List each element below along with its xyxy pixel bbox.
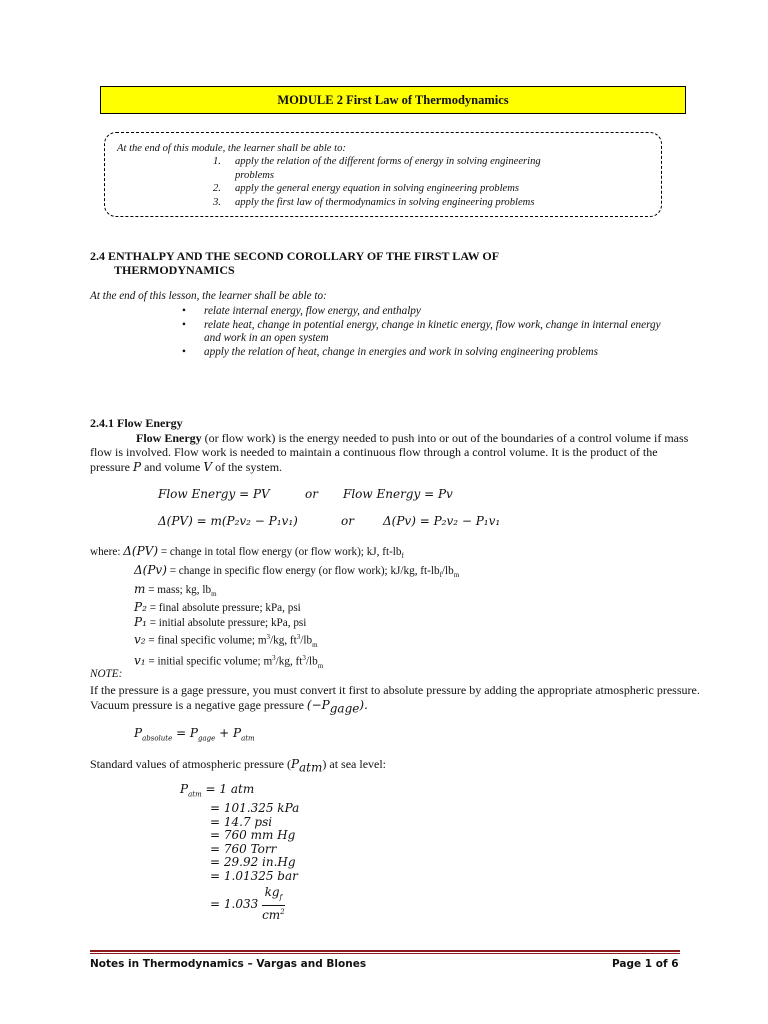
lesson-objectives-list [182, 305, 672, 359]
patm-row: $P_{atm} = 1$ atm [180, 782, 255, 799]
module-objectives-box [104, 132, 662, 217]
definition-row: m = mass; kg, $lb_m$ [134, 581, 217, 598]
section-heading: 2.4 ENTHALPY AND THE SECOND COROLLARY OF THE FIRST LAW OF THERMODYNAMICS [90, 249, 500, 277]
objective-item: 3. apply the first law of thermodynamics in solving engineering problems [213, 196, 535, 208]
objective-item: 1. apply the relation of the different forms of energy in solving engineering [213, 156, 541, 168]
definition-row: v₂ = final specific volume; $m^3/kg$, $ft^3/lb_m$ [134, 632, 318, 649]
patm-row: = 101.325 kPa [210, 800, 300, 815]
footer-rule [90, 950, 680, 952]
definition-row: P₁ = initial absolute pressure; kPa, psi [134, 615, 307, 630]
list-item: • relate heat, change in potential energy, change in kinetic energy, flow work, change in internal energy and work in an open system [182, 318, 661, 345]
equation-or: or [305, 487, 318, 501]
objective-item-continuation: problems [235, 169, 275, 181]
patm-row: = 14.7 psi [210, 814, 273, 829]
definition-row: where: Δ(PV) = change in total flow energy (or flow work); kJ, $ft-lb_f$ [90, 544, 404, 561]
subsection-heading: 2.4.1 Flow Energy [90, 416, 183, 430]
patm-row: = 760 Torr [210, 841, 277, 856]
objectives-intro: At the end of this module, the learner shall be able to: [117, 143, 346, 154]
patm-row: = 1.01325 bar [210, 868, 298, 883]
equation-flow-energy-specific: Flow Energy = Pv [343, 487, 453, 501]
definition-row: v₁ = initial specific volume; $m^3/kg$, $ft^3/lb_m$ [134, 653, 324, 671]
patm-row: = 1.033 $\frac{kg_f}{cm^2}$ [210, 884, 285, 922]
equation-delta-pv-specific: Δ(Pv) = P₂v₂ − P₁v₁ [383, 514, 501, 528]
definition-row: Δ(Pv) = change in specific flow energy (or flow work); kJ/kg, $ft-lb_f/lb_m$ [134, 562, 460, 580]
page-number: Page 1 of 6 [612, 958, 679, 970]
list-item: • apply the relation of heat, change in energies and work in solving engineering problems [182, 345, 598, 358]
equation-absolute-pressure: $P_{absolute} = P_{gage} + P_{atm}$ [134, 726, 255, 743]
note-paragraph: If the pressure is a gage pressure, you must convert it first to absolute pressure by adding the appropriate atmospheric pressure. Vacuum pressure is a negative gage pressure $(-P_{gage})$. [90, 683, 700, 715]
footer-rule-thin [90, 953, 680, 954]
patm-row: = 760 mm Hg [210, 828, 296, 843]
fraction: $\frac{kg_f}{cm^2}$ [262, 884, 285, 922]
objectives-list [117, 155, 661, 209]
patm-row: = 29.92 in.Hg [210, 855, 296, 870]
definition-row: P₂ = final absolute pressure; kPa, psi [134, 600, 301, 615]
equation-delta-pv-total: Δ(PV) = m(P₂v₂ − P₁v₁) [158, 514, 298, 528]
standard-values-intro: Standard values of atmospheric pressure $(P_{atm})$ at sea level: [90, 757, 387, 775]
flow-energy-paragraph: Flow Energy (or flow work) is the energy needed to push into or out of the boundaries of a control volume if mass flow is involved. Flow work is needed to maintain a continuous flow through a control volume. It is the product of the pressure P and volume V of the system. [90, 431, 689, 474]
note-label: NOTE: [90, 668, 123, 680]
footer-left: Notes in Thermodynamics – Vargas and Blones [90, 958, 367, 970]
equation-flow-energy-total: Flow Energy = PV [158, 487, 270, 501]
lesson-intro: At the end of this lesson, the learner shall be able to: [90, 290, 327, 302]
module-title: MODULE 2 First Law of Thermodynamics [277, 93, 509, 107]
objective-item: 2. apply the general energy equation in solving engineering problems [213, 183, 520, 195]
equation-or: or [341, 514, 354, 528]
list-item: • relate internal energy, flow energy, and enthalpy [182, 305, 421, 317]
atmospheric-pressure-values [180, 783, 299, 922]
module-header [100, 86, 686, 114]
variable-definitions [90, 545, 710, 674]
